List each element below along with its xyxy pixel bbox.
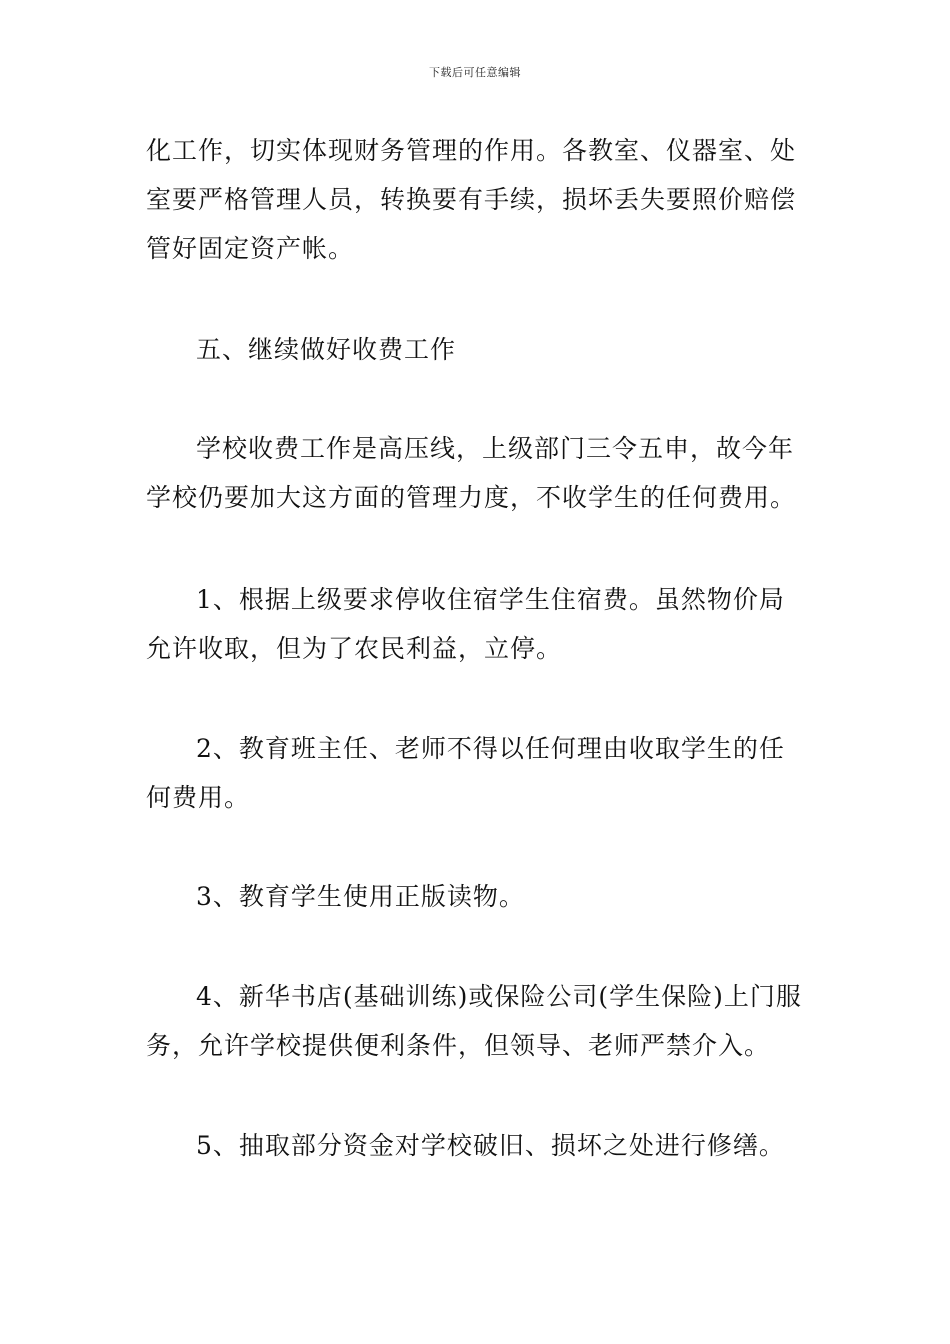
list-item-5: 5、抽取部分资金对学校破旧、损坏之处进行修缮。 <box>196 1131 785 1160</box>
list-item-1: 1、根据上级要求停收住宿学生住宿费。虽然物价局允许收取，但为了农民利益，立停。 <box>146 585 785 663</box>
list-item-2: 2、教育班主任、老师不得以任何理由收取学生的任何费用。 <box>146 734 785 812</box>
section-heading: 五、继续做好收费工作 <box>196 335 457 364</box>
paragraph-continuation: 化工作，切实体现财务管理的作用。各教室、仪器室、处室要严格管理人员，转换要有手续，损坏丢失要照价赔偿管好固定资产帐。 <box>146 136 797 263</box>
list-item-3: 3、教育学生使用正版读物。 <box>196 882 525 911</box>
header-note: 下载后可任意编辑 <box>429 66 521 79</box>
paragraph-fee-policy: 学校收费工作是高压线，上级部门三令五申，故今年学校仍要加大这方面的管理力度，不收学生的任何费用。 <box>146 434 797 512</box>
list-item-4: 4、新华书店(基础训练)或保险公司(学生保险)上门服务，允许学校提供便利条件，但领导、老师严禁介入。 <box>146 982 802 1060</box>
